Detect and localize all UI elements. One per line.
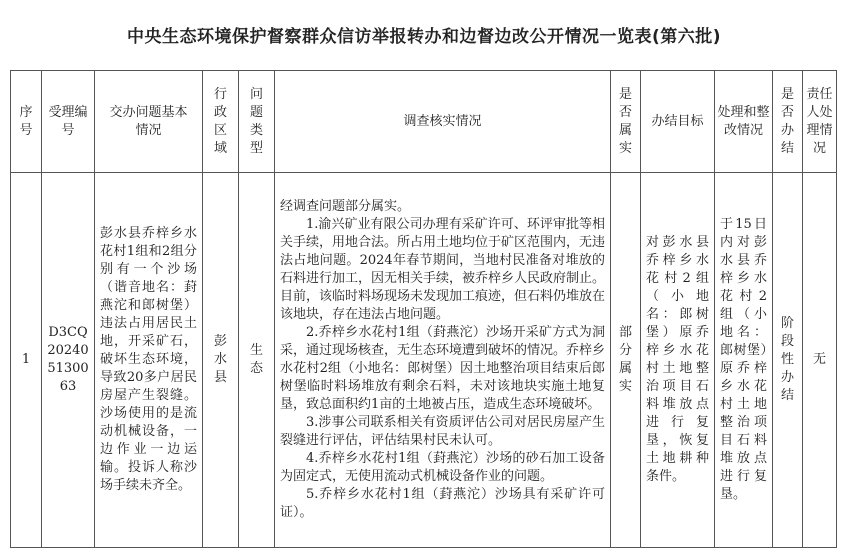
- cell-type: 生态: [239, 173, 275, 548]
- page-title: 中央生态环境保护督察群众信访举报转办和边督边改公开情况一览表(第六批): [126, 27, 722, 47]
- cell-issue: 彭水县乔梓乡水花村1组和2组分别有一个沙场（谐音地名：葑燕沱和郎树堡）违法占用居民土地，开采矿石，破坏生态环境，导致20多户居民房屋产生裂缝。沙场使用的是流动机械设备，一边作业一边运输。投诉人称沙场手续未齐全。: [95, 173, 203, 548]
- investigation-intro: 经调查问题部分属实。: [280, 199, 411, 214]
- cell-investigation: [275, 173, 611, 548]
- header-index: 序号: [11, 71, 42, 173]
- table-row: [11, 173, 837, 548]
- header-handling: 处理和整改情况: [715, 71, 773, 173]
- header-investigation: 调查核实情况: [275, 71, 611, 173]
- investigation-paragraph-4: 4.乔梓乡水花村1组（葑燕沱）沙场的砂石加工设备为固定式，无使用流动式机械设备作业的问题。: [280, 451, 605, 484]
- cell-handling: 于15日内对彭水县乔梓乡水花村2组（小地名：郎树堡）原乔梓乡水花村土地整治项目石料堆放点进行复垦。: [715, 173, 773, 548]
- cell-code: D3CQ202405130063: [42, 173, 95, 548]
- investigation-paragraph-2: 2.乔梓乡水花村1组（葑燕沱）沙场开采矿方式为洞采，通过现场核查，无生态环境遭到破坏的情况。乔梓乡水花村2组（小地名：郎树堡）因土地整治项目结束后郎树堡临时料场堆放有剩余石料，未对该地块实施土地复垦，致总面积约1亩的土地被占压，造成生态环境破坏。: [280, 325, 606, 412]
- cell-valid: 部分属实: [611, 173, 641, 548]
- report-table: [10, 70, 837, 548]
- header-accountability: 责任人处理情况: [803, 71, 837, 173]
- investigation-paragraph-5: 5.乔梓乡水花村1组（葑燕沱）沙场具有采矿许可证）。: [280, 487, 605, 520]
- header-issue: 交办问题基本情况: [95, 71, 203, 173]
- cell-district: 彭水县: [203, 173, 239, 548]
- header-district: 行政区域: [203, 71, 239, 173]
- header-row: [11, 71, 837, 173]
- header-type: 问题类型: [239, 71, 275, 173]
- investigation-paragraph-3: 3.涉事公司联系相关有资质评估公司对居民房屋产生裂缝进行评估，评估结果村民未认可。: [280, 415, 605, 448]
- cell-goal: 对彭水县乔梓乡水花村2组（小地名：郎树堡）原乔梓乡水花村土地整治项目石料堆放点进行复垦，恢复土地耕种条件。: [641, 173, 715, 548]
- header-valid: 是否属实: [611, 71, 641, 173]
- header-code: 受理编号: [42, 71, 95, 173]
- header-closed: 是否办结: [773, 71, 803, 173]
- cell-closed: 阶段性办结: [773, 173, 803, 548]
- investigation-paragraph-1: 1.渝兴矿业有限公司办理有采矿许可、环评审批等相关手续，用地合法。所占用土地均位于矿区范围内，无违法占地问题。2024年春节期间，当地村民准备对堆放的石料进行加工，因无相关手续，被乔梓乡人民政府制止。目前，该临时料场现场未发现加工痕迹，但石料仍堆放在该地块，存在违法占地问题。: [280, 217, 606, 322]
- cell-index: 1: [11, 173, 42, 548]
- header-goal: 办结目标: [641, 71, 715, 173]
- cell-accountability: 无: [803, 173, 837, 548]
